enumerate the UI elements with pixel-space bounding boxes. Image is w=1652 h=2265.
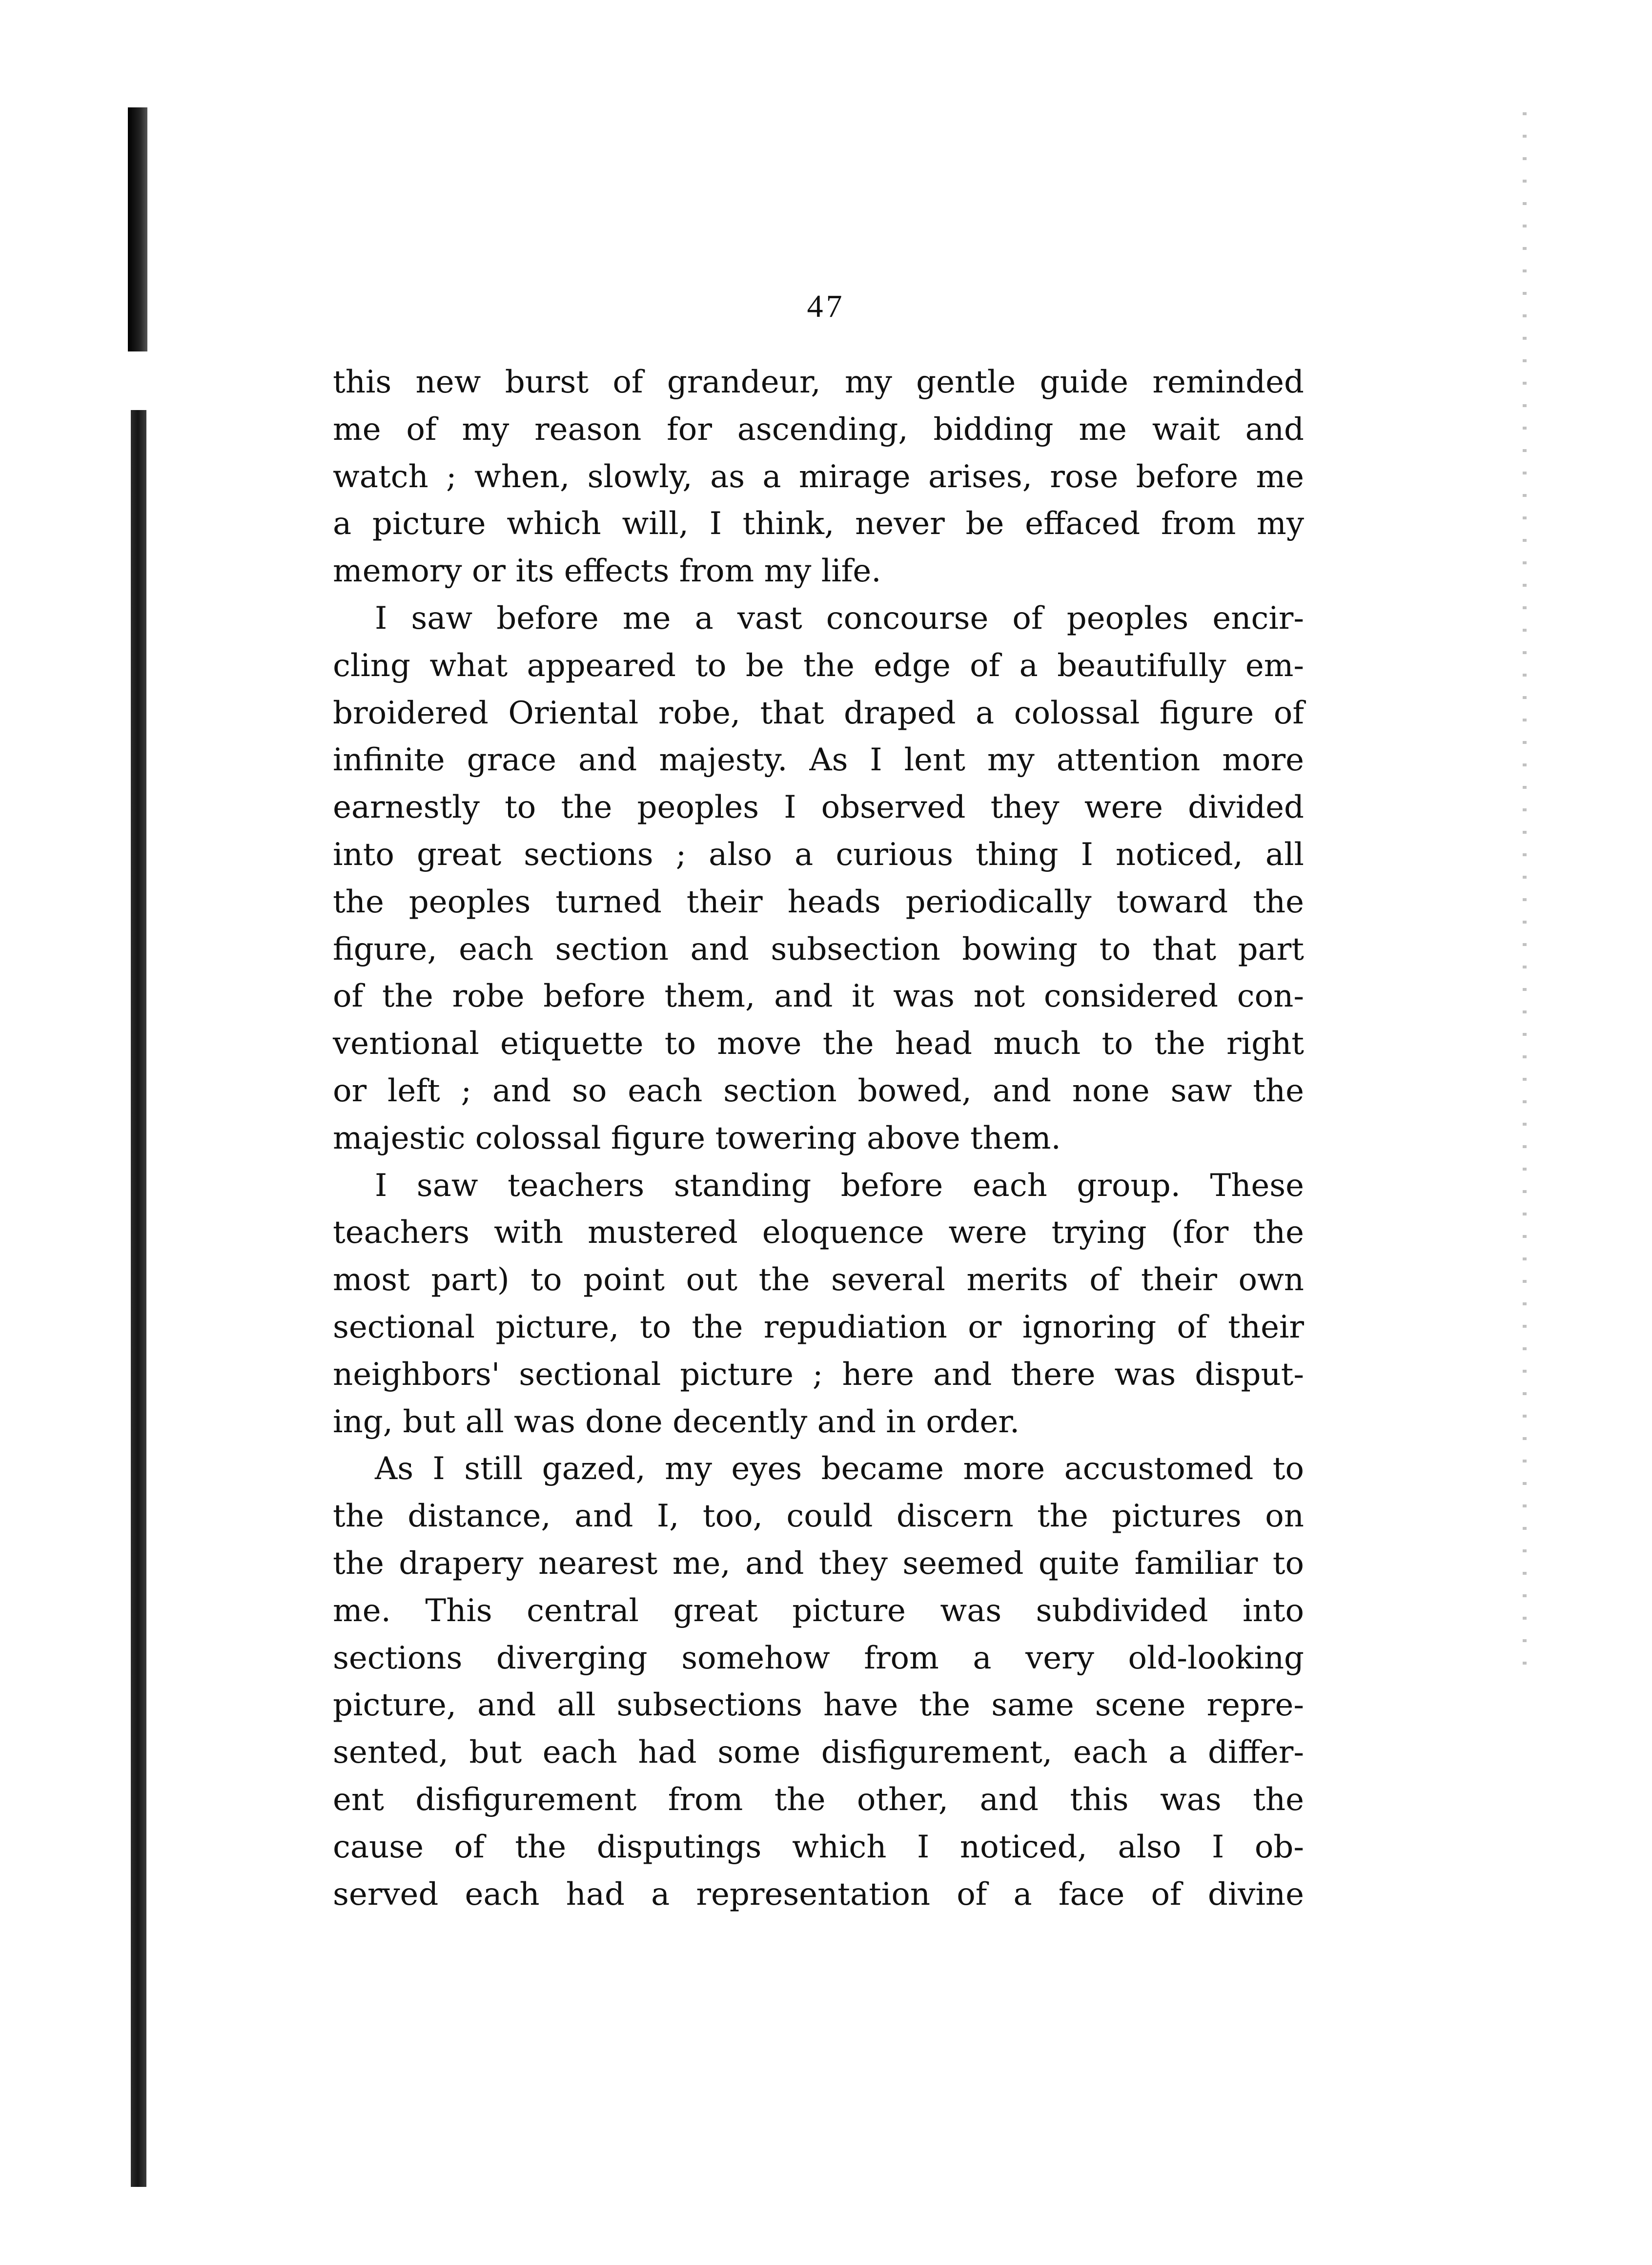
text-line: As I still gazed, my eyes became more accustomed to: [375, 1451, 1304, 1487]
text-line: teachers with mustered eloquence were trying (for the: [333, 1215, 1304, 1251]
body-text: [333, 359, 1304, 1918]
paragraph: [333, 1445, 1304, 1918]
text-line: most part) to point out the several merits of their own: [333, 1262, 1304, 1298]
text-line: ing, but all was done decently and in order.: [333, 1403, 1020, 1440]
text-line: watch ; when, slowly, as a mirage arises, rose before me: [333, 458, 1304, 495]
text-line: me. This central great picture was subdivided into: [333, 1592, 1304, 1629]
text-line: me of my reason for ascending, bidding me wait and: [333, 411, 1304, 448]
text-line: a picture which will, I think, never be effaced from my: [333, 506, 1304, 542]
text-line: earnestly to the peoples I observed they were divided: [333, 789, 1304, 826]
text-line: of the robe before them, and it was not considered con-: [333, 978, 1304, 1015]
page-number: 47: [807, 288, 845, 324]
text-line: the peoples turned their heads periodically toward the: [333, 884, 1304, 920]
text-line: this new burst of grandeur, my gentle guide reminded: [333, 364, 1304, 400]
text-line: ventional etiquette to move the head much to the right: [333, 1026, 1304, 1062]
text-line: I saw teachers standing before each group. These: [375, 1167, 1304, 1204]
text-line: picture, and all subsections have the same scene repre-: [333, 1687, 1304, 1724]
text-line: infinite grace and majesty. As I lent my attention more: [333, 742, 1304, 779]
text-line: I saw before me a vast concourse of peoples encir-: [375, 600, 1304, 637]
text-line: into great sections ; also a curious thing I noticed, all: [333, 836, 1304, 873]
text-line: ent disfigurement from the other, and this was the: [333, 1781, 1304, 1818]
paragraph: [333, 359, 1304, 595]
text-line: memory or its effects from my life.: [333, 553, 881, 590]
binding-gap: [124, 351, 154, 410]
text-line: sections diverging somehow from a very old-looking: [333, 1640, 1304, 1676]
text-line: served each had a representation of a face of divine: [333, 1876, 1304, 1913]
text-line: cling what appeared to be the edge of a beautifully em-: [333, 647, 1304, 684]
text-line: the drapery nearest me, and they seemed quite familiar to: [333, 1545, 1304, 1582]
right-edge-specks: [1523, 112, 1527, 1674]
text-line: neighbors' sectional picture ; here and there was disput-: [333, 1356, 1304, 1393]
text-line: sectional picture, to the repudiation or ignoring of their: [333, 1309, 1304, 1345]
text-line: figure, each section and subsection bowing to that part: [333, 931, 1304, 968]
paragraph: [333, 595, 1304, 1162]
text-line: sented, but each had some disfigurement, each a differ-: [333, 1734, 1304, 1771]
text-line: majestic colossal figure towering above them.: [333, 1120, 1061, 1156]
text-line: the distance, and I, too, could discern the pictures on: [333, 1498, 1304, 1535]
paragraph: [333, 1162, 1304, 1446]
text-line: broidered Oriental robe, that draped a colossal figure of: [333, 695, 1304, 731]
book-binding-edge-top: [128, 107, 147, 381]
text-line: or left ; and so each section bowed, and none saw the: [333, 1072, 1304, 1109]
book-binding-edge: [131, 107, 146, 2187]
text-line: cause of the disputings which I noticed, also I ob-: [333, 1829, 1304, 1865]
